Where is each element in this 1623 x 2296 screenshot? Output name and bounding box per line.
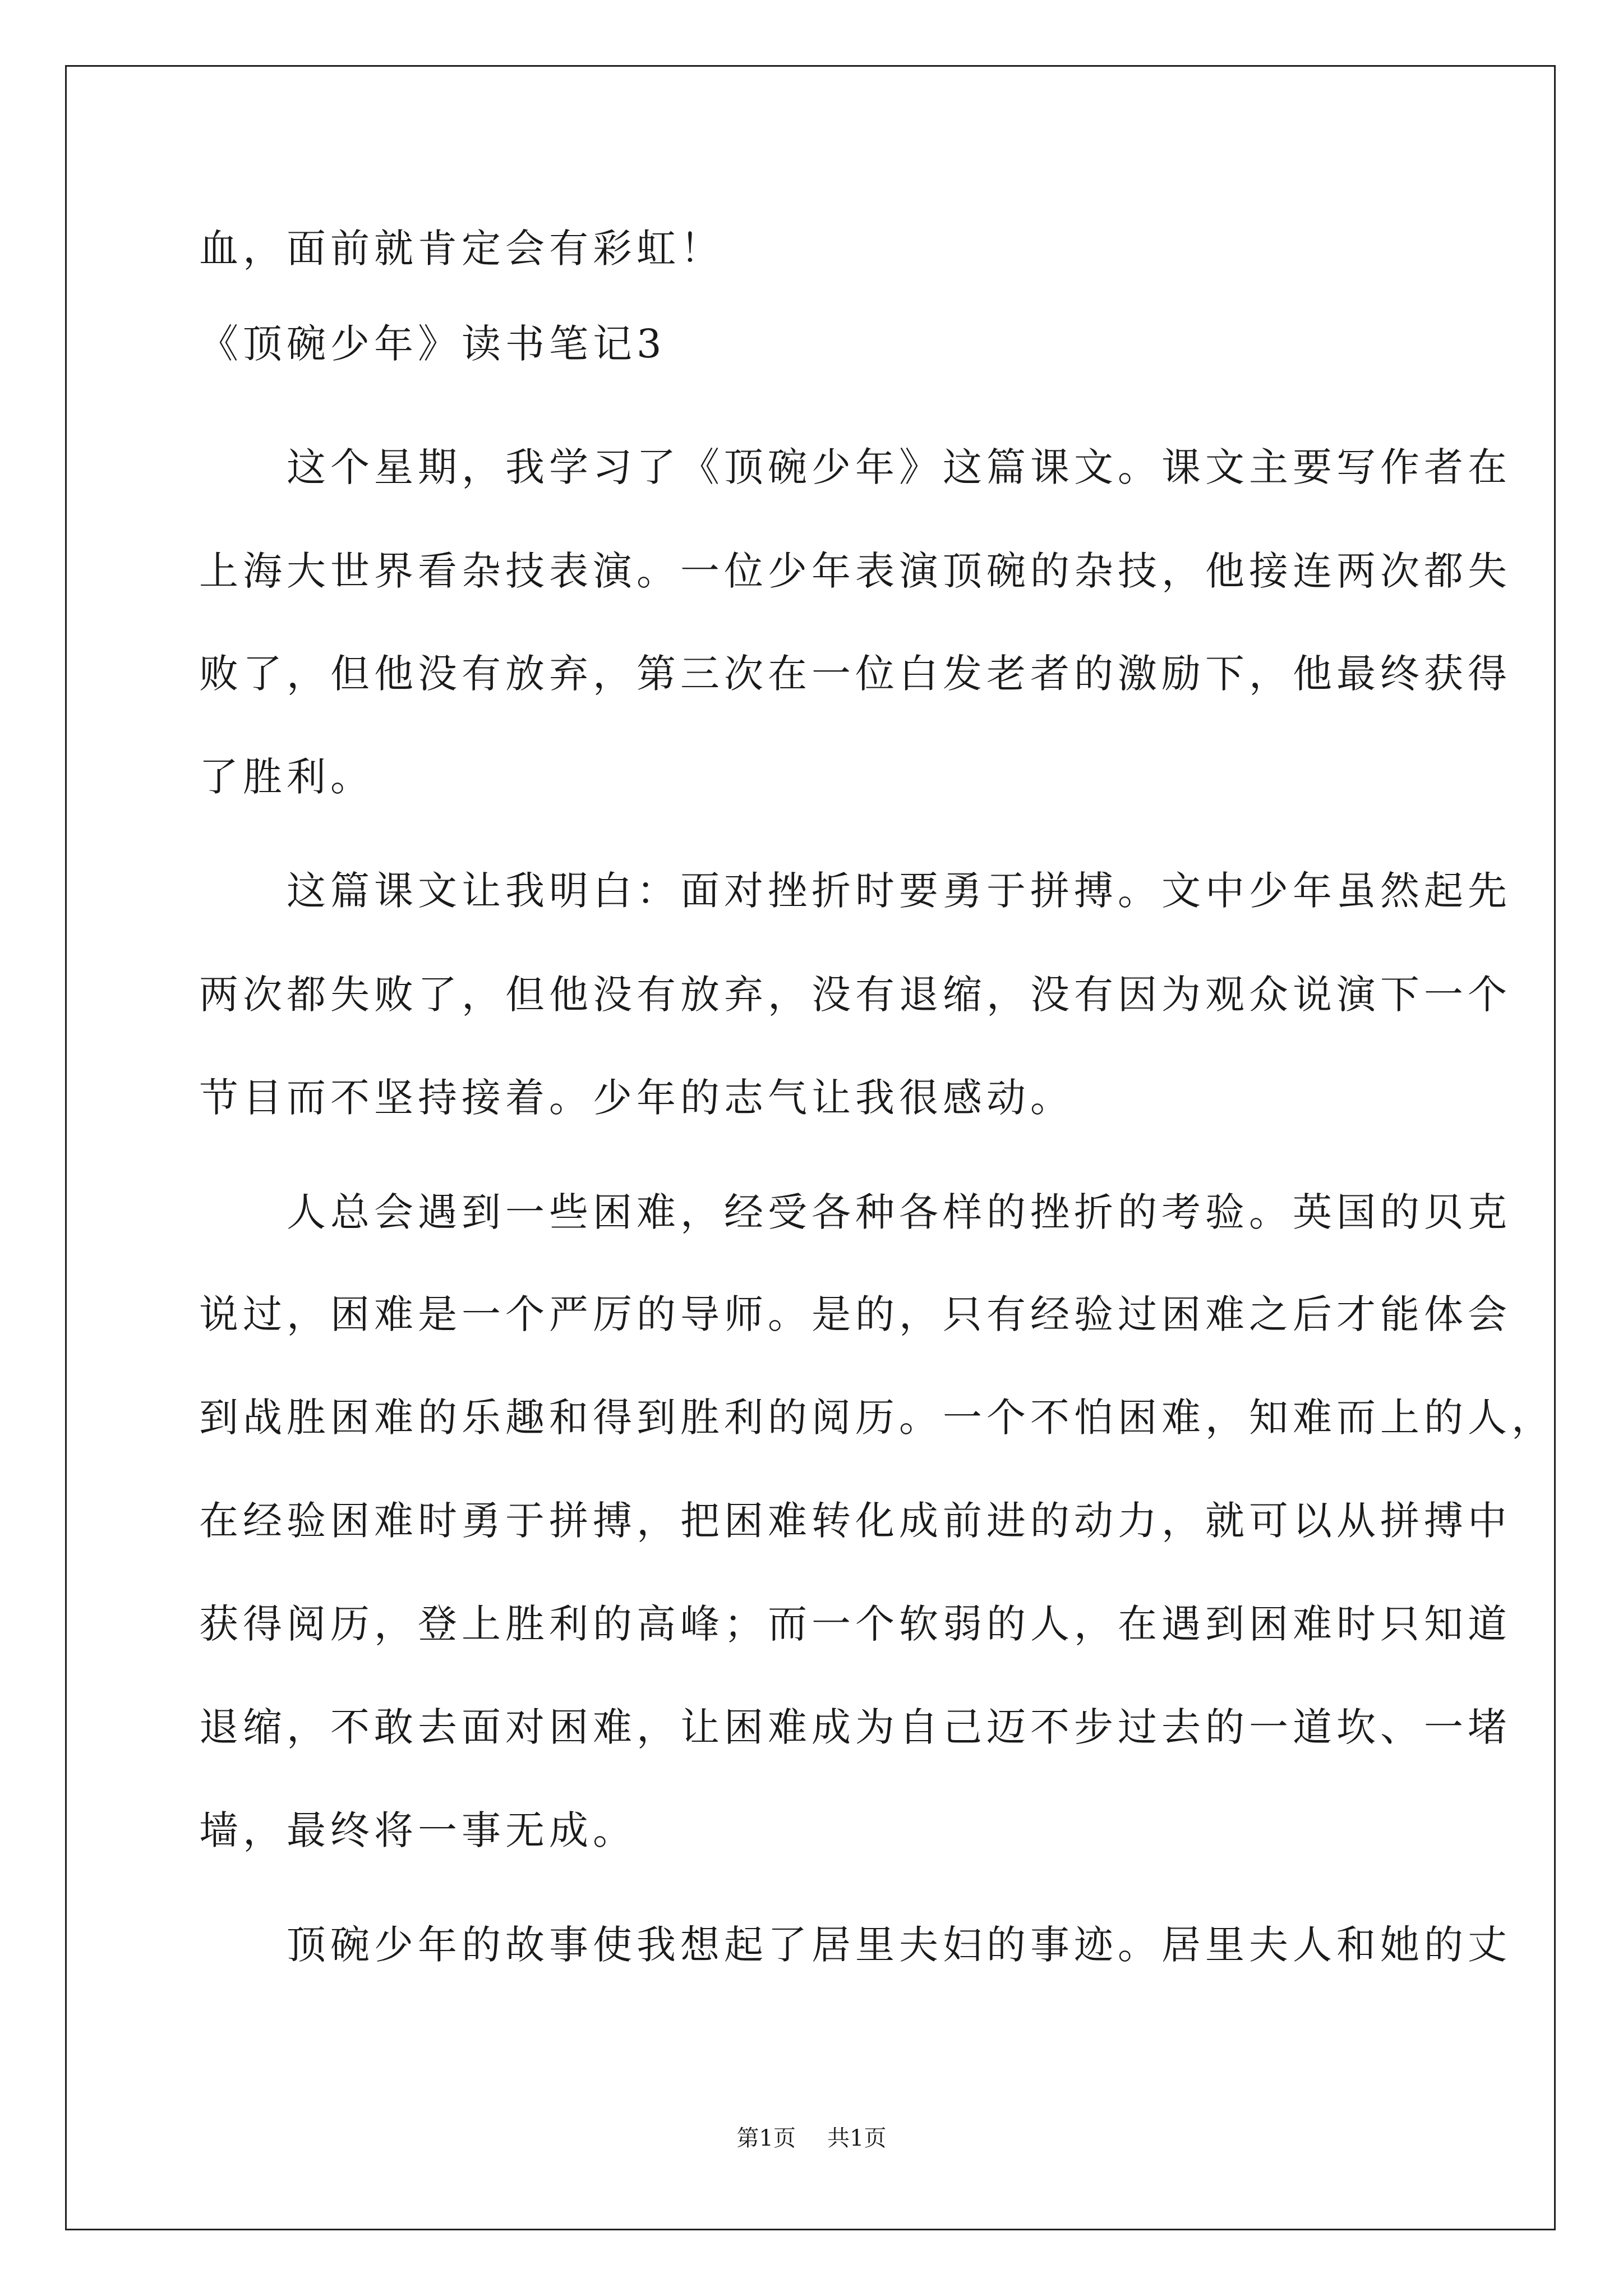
text-line: 节目而不坚持接着。少年的志气让我很感动。 xyxy=(199,1075,1074,1121)
page-number-total: 共1页 xyxy=(827,2125,887,2151)
text-line: 获得阅历，登上胜利的高峰；而一个软弱的人，在遇到困难时只知道 xyxy=(199,1601,1511,1647)
text-line: 在经验困难时勇于拼搏，把困难转化成前进的动力，就可以从拼搏中 xyxy=(199,1498,1511,1544)
text-line: 退缩，不敢去面对困难，让困难成为自己迈不步过去的一道坎、一堵 xyxy=(199,1704,1511,1750)
text-line: 墙，最终将一事无成。 xyxy=(199,1807,637,1853)
text-line: 顶碗少年的故事使我想起了居里夫妇的事迹。居里夫人和她的丈 xyxy=(199,1922,1511,1968)
text-line: 这个星期，我学习了《顶碗少年》这篇课文。课文主要写作者在 xyxy=(199,444,1511,490)
text-line: 败了，但他没有放弃，第三次在一位白发老者的激励下，他最终获得 xyxy=(199,651,1511,697)
text-line: 说过，困难是一个严厉的导师。是的，只有经验过困难之后才能体会 xyxy=(199,1291,1511,1337)
text-line: 到战胜困难的乐趣和得到胜利的阅历。一个不怕困难，知难而上的人， xyxy=(199,1395,1555,1441)
page-footer xyxy=(0,2127,1623,2150)
text-line: 人总会遇到一些困难，经受各种各样的挫折的考验。英国的贝克 xyxy=(199,1189,1511,1235)
page-number-current: 第1页 xyxy=(736,2125,796,2151)
text-line: 血，面前就肯定会有彩虹！ xyxy=(199,226,724,272)
text-line: 两次都失败了，但他没有放弃，没有退缩，没有因为观众说演下一个 xyxy=(199,972,1511,1018)
text-line: 了胜利。 xyxy=(199,754,374,800)
text-line: 这篇课文让我明白：面对挫折时要勇于拼搏。文中少年虽然起先 xyxy=(199,868,1511,914)
section-title: 《顶碗少年》读书笔记3 xyxy=(199,321,666,367)
text-line: 上海大世界看杂技表演。一位少年表演顶碗的杂技，他接连两次都失 xyxy=(199,548,1511,594)
page-border xyxy=(65,65,1556,2230)
